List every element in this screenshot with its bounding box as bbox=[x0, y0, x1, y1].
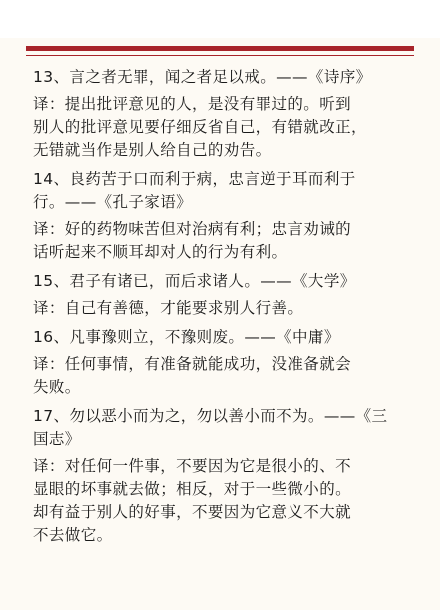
translation-line: 不去做它。 bbox=[33, 526, 113, 544]
quote-line: 15、君子有诸已，而后求诸人。——《大学》 bbox=[33, 272, 356, 290]
translation-line: 无错就当作是别人给自己的劝告。 bbox=[33, 141, 272, 159]
quote-entry-15 bbox=[33, 270, 415, 320]
translation-line: 译：任何事情，有准备就能成功，没准备就会 bbox=[33, 355, 352, 373]
translation-line: 显眼的坏事就去做；相反，对于一些微小的。 bbox=[33, 480, 352, 498]
quote-line: 13、言之者无罪，闻之者足以戒。——《诗序》 bbox=[33, 68, 372, 86]
quote-entry-14 bbox=[33, 168, 415, 264]
quote-entry-17 bbox=[33, 405, 415, 547]
quote-line: 17、勿以恶小而为之，勿以善小而不为。——《三 bbox=[33, 407, 388, 425]
translation-line: 译：提出批评意见的人，是没有罪过的。听到 bbox=[33, 95, 352, 113]
quotes-list bbox=[33, 66, 415, 547]
quote-line: 14、良药苦于口而利于病，忠言逆于耳而利于 bbox=[33, 170, 356, 188]
header-rule-thin bbox=[26, 55, 414, 56]
translation-line: 译：对任何一件事，不要因为它是很小的、不 bbox=[33, 457, 352, 475]
quote-line: 国志》 bbox=[33, 430, 81, 448]
translation-line: 失败。 bbox=[33, 378, 81, 396]
translation-line: 译：自己有善德，才能要求别人行善。 bbox=[33, 299, 304, 317]
translation-line: 别人的批评意见要仔细反省自己，有错就改正， bbox=[33, 118, 367, 136]
top-margin bbox=[0, 0, 440, 38]
translation-line: 话听起来不顺耳却对人的行为有利。 bbox=[33, 243, 288, 261]
header-rule-thick bbox=[26, 46, 414, 51]
quote-entry-13 bbox=[33, 66, 415, 162]
quote-entry-16 bbox=[33, 326, 415, 399]
translation-line: 译：好的药物味苦但对治病有利；忠言劝诫的 bbox=[33, 220, 352, 238]
translation-line: 却有益于别人的好事，不要因为它意义不大就 bbox=[33, 503, 352, 521]
quote-line: 16、凡事豫则立，不豫则废。——《中庸》 bbox=[33, 328, 340, 346]
quote-line: 行。——《孔子家语》 bbox=[33, 193, 193, 211]
